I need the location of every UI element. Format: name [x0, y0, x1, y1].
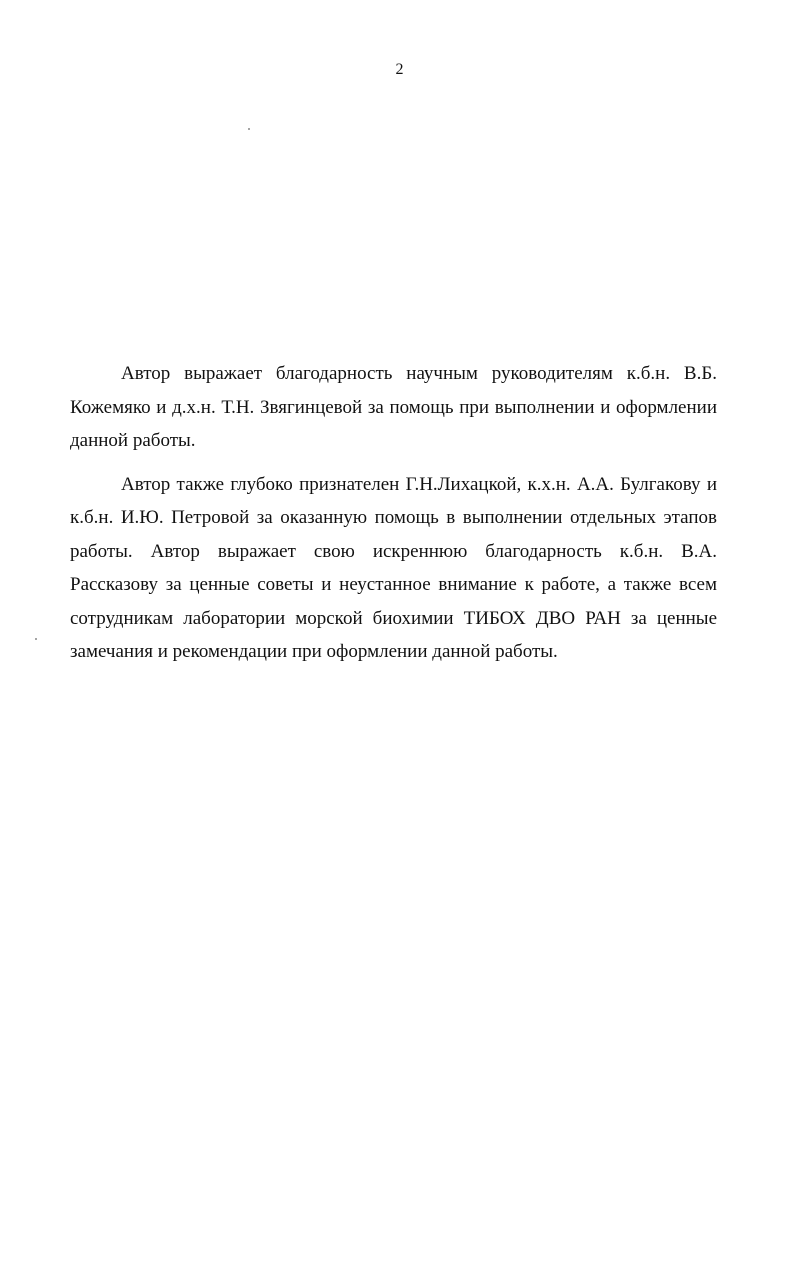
acknowledgement-paragraph-2: Автор также глубоко признателен Г.Н.Лихацкой, к.х.н. А.А. Булгакову и к.б.н. И.Ю. Петровой за оказанную помощь в выполнении отдельных этапов работы. Автор выражает свою искреннюю благодарность к.б.н. В.А. Рассказову за ценные советы и неустанное внимание к работе, а также всем сотрудникам лаборатории морской биохимии ТИБОХ ДВО РАН за ценные замечания и рекомендации при оформлении данной работы.	[70, 473, 717, 662]
acknowledgement-paragraph-1: Автор выражает благодарность научным руководителям к.б.н. В.Б. Кожемяко и д.х.н. Т.Н. Звягинцевой за помощь при выполнении и оформлении данной работы.	[70, 363, 717, 451]
acknowledgements-section	[70, 357, 717, 679]
page-number: 2	[395, 61, 404, 78]
scan-speck	[35, 638, 37, 640]
scan-speck	[248, 128, 250, 130]
